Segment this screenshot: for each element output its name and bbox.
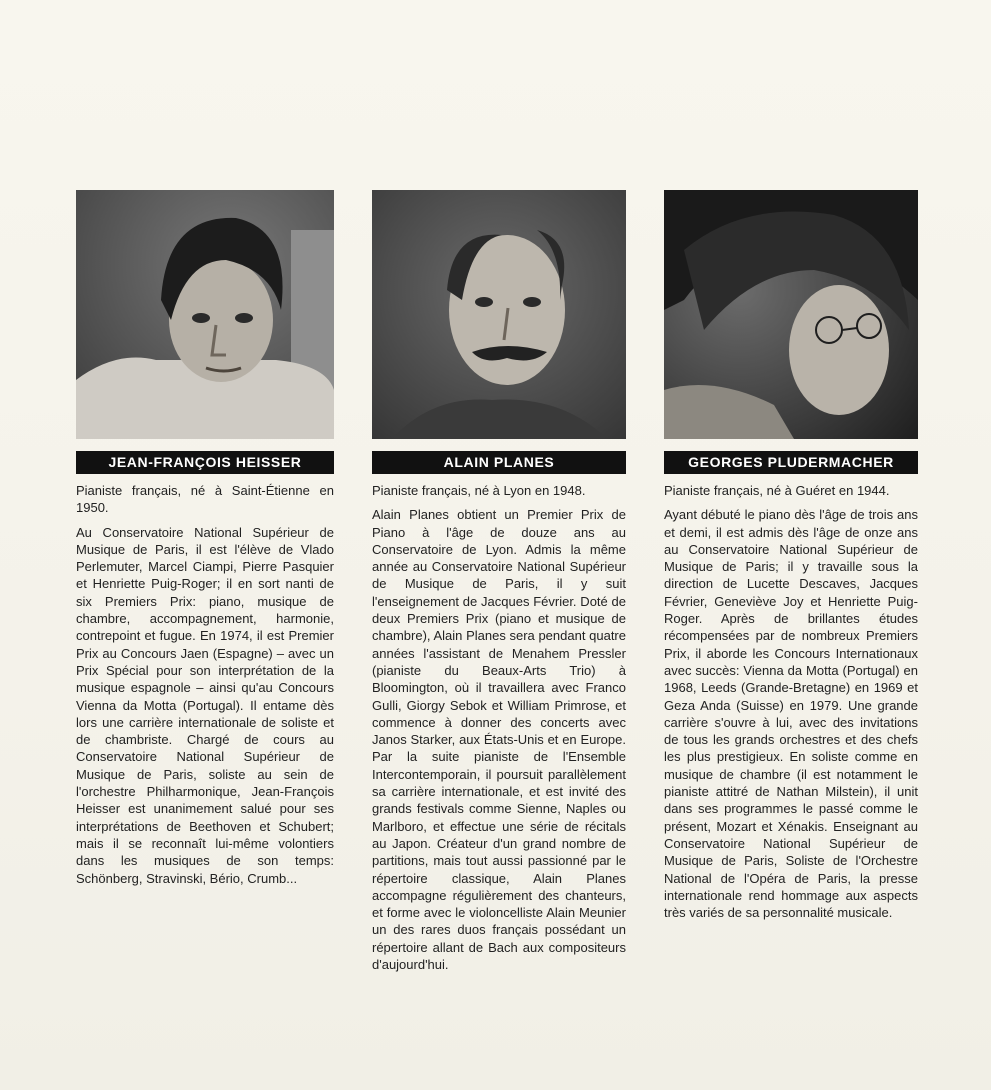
artist-text-planes xyxy=(372,482,626,973)
artist-bio-planes: Alain Planes obtient un Premier Prix de Piano à l'âge de douze ans au Conservatoire de Lyon. Admis la même année au Conservatoire National Supérieur de Musique de Paris, il y suit l'enseignement de Jacques Février. Doté de deux Premiers Prix (piano et musique de chambre), Alain Planes sera pendant quatre années l'assistant de Menahem Pressler (pianiste du Beaux-Arts Trio) à Bloomington, où il travaillera avec Franco Gulli, Giorgy Sebok et William Primrose, et commence à donner des concerts avec Janos Starker, aux États-Unis et en Europe. Par la suite pianiste de l'Ensemble Intercontemporain, il poursuit parallèlement sa carrière internationale, et est invité des grands festivals comme Sienne, Naples ou Marlboro, et effectue une série de récitals au Japon. Créateur d'un grand nombre de partitions, mais tout aussi passionné par le répertoire classique, Alain Planes accompagne régulièrement des chanteurs, et forme avec le violoncelliste Alain Meunier un des rares duos français possédant un répertoire allant de Bach aux compositeurs d'aujourd'hui. xyxy=(372,507,626,973)
artist-column-planes xyxy=(372,190,626,980)
artist-text-heisser xyxy=(76,482,334,887)
artist-intro-heisser: Pianiste français, né à Saint-Étienne en 1950. xyxy=(76,483,334,516)
artist-column-heisser xyxy=(76,190,334,894)
artist-name-heisser: JEAN-FRANÇOIS HEISSER xyxy=(76,451,334,474)
artist-bio-heisser: Au Conservatoire National Supérieur de Musique de Paris, il est l'élève de Vlado Perlemuter, Marcel Ciampi, Pierre Pasquier et Henriette Puig-Roger; il en sort nanti de six Premiers Prix: piano, musique de chambre, accompagnement, harmonie, contrepoint et fugue. En 1974, il est Premier Prix au Concours Jaen (Espagne) – avec un Prix Spécial pour son interprétation de la musique espagnole – ainsi qu'au Concours Vienna da Motta (Portugal). Il entame dès lors une carrière internationale de soliste et de chambriste. Chargé de cours au Conservatoire National Supérieur de Musique de Paris, soliste au sein de l'orchestre Philharmonique, Jean-François Heisser est unanimement salué pour ses interprétations de Beethoven et Schubert; mais il se reconnaît lui-même volontiers dans les musiques de son temps: Schönberg, Stravinski, Bério, Crumb... xyxy=(76,524,334,886)
artist-column-pludermacher xyxy=(664,190,918,928)
portrait-photo-pludermacher xyxy=(664,190,918,439)
artist-intro-planes: Pianiste français, né à Lyon en 1948. xyxy=(372,483,586,498)
artist-name-planes: ALAIN PLANES xyxy=(372,451,626,474)
artist-bio-pludermacher: Ayant débuté le piano dès l'âge de trois ans et demi, il est admis dès l'âge de onze ans au Conservatoire National Supérieur de Musique de Paris; il y travaille sous la direction de Lucette Descaves, Jacques Février, Geneviève Joy et Henriette Puig-Roger. Après de brillantes études récompensées par de nombreux Premiers Prix, il aborde les Concours Internationaux avec succès: Vienna da Motta (Portugal) en 1968, Leeds (Grande-Bretagne) en 1969 et Geza Anda (Suisse) en 1979. Une grande carrière s'ouvre à lui, avec des invitations de tous les grands orchestres et des chefs les plus prestigieux. En soliste comme en musique de chambre (il est notamment le pianiste attitré de Nathan Milstein), il unit dans ses programmes le passé comme le présent, Mozart et Xénakis. Enseignant au Conservatoire National Supérieur de Musique de Paris, Soliste de l'Orchestre National de l'Opéra de Paris, la presse internationale rend hommage aux aspects très variés de sa personnalité musicale. xyxy=(664,507,918,921)
artist-intro-pludermacher: Pianiste français, né à Guéret en 1944. xyxy=(664,483,890,498)
artist-text-pludermacher xyxy=(664,482,918,921)
artist-name-pludermacher: GEORGES PLUDERMACHER xyxy=(664,451,918,474)
portrait-photo-heisser xyxy=(76,190,334,439)
portrait-photo-planes xyxy=(372,190,626,439)
